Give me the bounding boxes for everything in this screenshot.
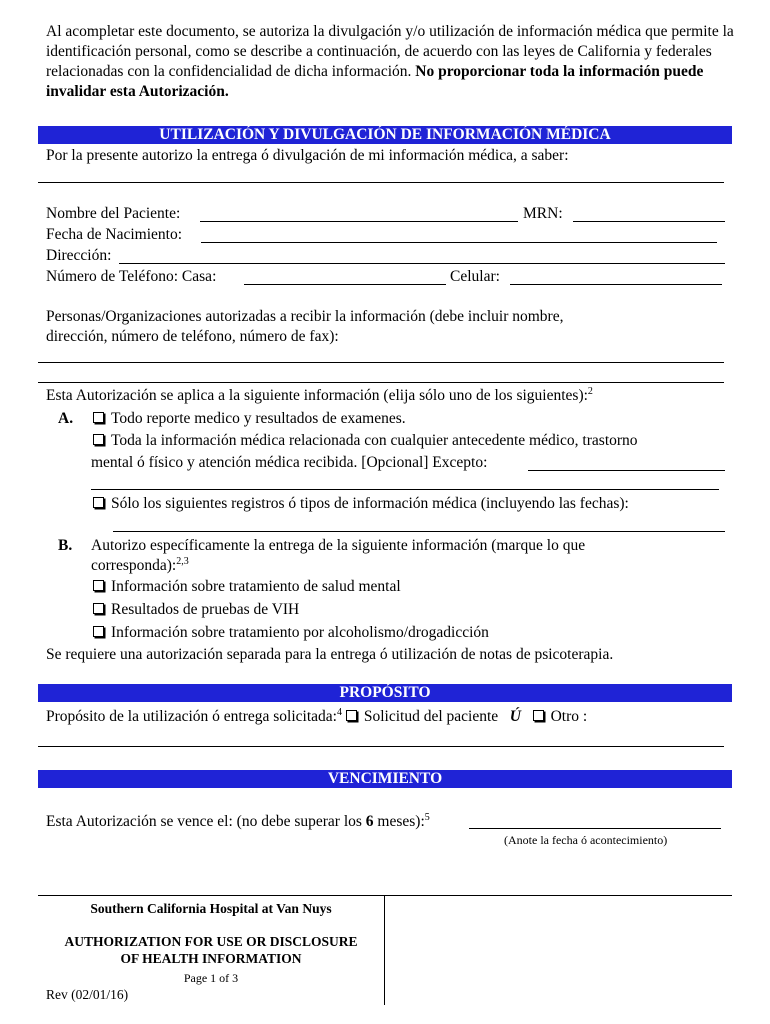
intro-text: Al acompletar este documento, se autoriza la divulgación y/o utilización de información médica que permite la identificación personal, como se describe a continuación, de acuerdo con las leyes de California y federales relacionadas con la confidencialidad de dicha información. <box>46 23 734 80</box>
mrn-label: MRN: <box>523 205 563 222</box>
patient-name-label: Nombre del Paciente: <box>46 205 181 222</box>
checkbox-other[interactable] <box>533 710 544 721</box>
purpose-other-field[interactable] <box>38 746 724 747</box>
page-number: Page 1 of 3 <box>183 971 239 985</box>
hiv-tests-label: Resultados de pruebas de VIH <box>111 601 300 618</box>
option-b-hiv <box>93 600 299 620</box>
section-header-use-disclosure: UTILIZACIÓN Y DIVULGACIÓN DE INFORMACIÓN MÉDICA <box>38 126 732 144</box>
option-b-substance <box>93 623 489 643</box>
checkbox-all-medical-info[interactable] <box>93 434 104 445</box>
corresponds-label: corresponda): <box>91 557 177 574</box>
expiration-date-field[interactable] <box>469 828 721 829</box>
recipients-instruction-line1: Personas/Organizaciones autorizadas a recibir la información (debe incluir nombre, <box>46 308 564 325</box>
purpose-row <box>46 707 587 727</box>
option-b-intro-line1: Autorizo específicamente la entrega de la siguiente información (marque lo que <box>91 537 586 554</box>
option-a-item-specific-records <box>93 494 629 514</box>
specific-records-label: Sólo los siguientes registros ó tipos de información médica (incluyendo las fechas): <box>111 495 629 512</box>
option-b-mental-health <box>93 577 401 597</box>
expiration-max-months: 6 <box>365 813 374 830</box>
expiration-label-before: Esta Autorización se vence el: (no debe superar los <box>46 813 366 830</box>
form-title-line2: OF HEALTH INFORMATION <box>120 951 302 966</box>
applies-to-text <box>46 386 593 406</box>
purpose-mark-symbol: Ú <box>509 708 521 725</box>
recipients-field-line2[interactable] <box>38 382 724 383</box>
expiration-label-after: meses): <box>373 813 425 830</box>
all-info-label-line2: mental ó físico y atención médica recibida. [Opcional] Excepto: <box>91 454 488 471</box>
patient-name-field[interactable] <box>200 221 518 222</box>
checkbox-substance-treatment[interactable] <box>93 626 104 637</box>
dob-field[interactable] <box>201 242 717 243</box>
checkbox-hiv-tests[interactable] <box>93 603 104 614</box>
section-header-purpose: PROPÓSITO <box>38 684 732 702</box>
checkbox-all-reports[interactable] <box>93 412 104 423</box>
info-description-line[interactable] <box>38 182 724 183</box>
checkbox-specific-records[interactable] <box>93 497 104 508</box>
footnote-5: 5 <box>424 811 430 823</box>
intro-paragraph <box>46 22 736 102</box>
option-a-item-all-reports <box>93 409 406 429</box>
footnote-2-3: 2,3 <box>176 555 189 567</box>
other-label: Otro : <box>550 708 588 725</box>
dob-label: Fecha de Nacimiento: <box>46 226 183 243</box>
section-header-expiration: VENCIMIENTO <box>38 770 732 788</box>
patient-request-label: Solicitud del paciente <box>363 708 499 725</box>
footnote-4: 4 <box>336 706 342 718</box>
purpose-label: Propósito de la utilización ó entrega solicitada: <box>46 708 337 725</box>
all-info-label-line1: Toda la información médica relacionada con cualquier antecedente médico, trastorno <box>111 432 638 449</box>
revision-date: Rev (02/01/16) <box>46 987 129 1002</box>
hospital-name: Southern California Hospital at Van Nuys <box>90 901 332 916</box>
expiration-text <box>46 812 430 832</box>
option-b-intro-line2 <box>91 556 189 576</box>
intro-bold-warning: No proporcionar toda la información puede invalidar esta Autorización. <box>46 63 704 100</box>
footnote-2: 2 <box>587 385 593 397</box>
address-label: Dirección: <box>46 247 112 264</box>
recipients-instruction-line2: dirección, número de teléfono, número de fax): <box>46 328 339 345</box>
specific-records-field[interactable] <box>113 531 725 532</box>
applies-to-label: Esta Autorización se aplica a la siguiente información (elija sólo uno de los siguientes): <box>46 387 588 404</box>
authorize-release-text: Por la presente autorizo la entrega ó divulgación de mi información médica, a saber: <box>46 147 569 164</box>
recipients-field-line1[interactable] <box>38 362 724 363</box>
checkbox-patient-request[interactable] <box>346 710 357 721</box>
address-field[interactable] <box>119 263 725 264</box>
substance-treatment-label: Información sobre tratamiento por alcoholismo/drogadicción <box>111 624 489 641</box>
exception-field[interactable] <box>528 470 725 471</box>
form-title-line1: AUTHORIZATION FOR USE OR DISCLOSURE <box>64 934 358 949</box>
cell-phone-field[interactable] <box>510 284 722 285</box>
option-b-letter: B. <box>58 537 73 554</box>
option-a-item-all-info <box>93 431 638 451</box>
footer-top-border <box>38 895 732 896</box>
cell-phone-label: Celular: <box>450 268 500 285</box>
home-phone-label: Número de Teléfono: Casa: <box>46 268 217 285</box>
expiration-hint: (Anote la fecha ó acontecimiento) <box>504 833 668 847</box>
mrn-field[interactable] <box>573 221 725 222</box>
footer-divider <box>384 895 385 1005</box>
option-a-letter: A. <box>58 410 74 427</box>
mental-health-label: Información sobre tratamiento de salud mental <box>111 578 401 595</box>
all-reports-label: Todo reporte medico y resultados de examenes. <box>111 410 406 427</box>
home-phone-field[interactable] <box>244 284 446 285</box>
checkbox-mental-health[interactable] <box>93 580 104 591</box>
exception-field-line2[interactable] <box>91 489 719 490</box>
psychotherapy-note: Se requiere una autorización separada para la entrega ó utilización de notas de psicoterapia. <box>46 646 614 663</box>
